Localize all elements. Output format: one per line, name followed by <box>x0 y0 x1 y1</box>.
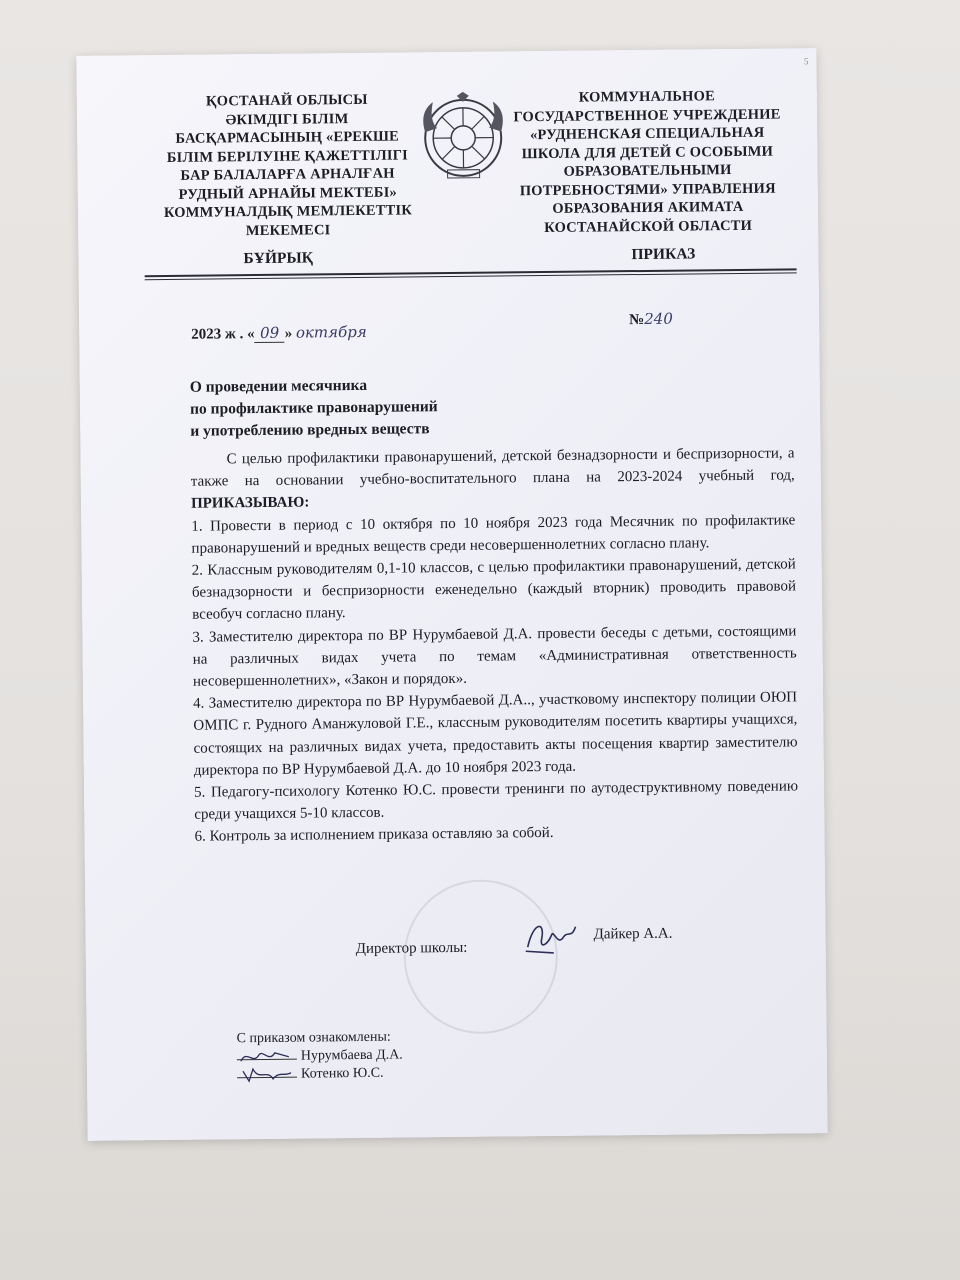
handwritten-signature-icon <box>523 917 579 958</box>
header-ru-line: ОБРАЗОВАТЕЛЬНЫМИ <box>563 162 732 180</box>
header-kz-line: РУДНЫЙ АРНАЙЫ МЕКТЕБІ» <box>178 184 398 203</box>
order-item: 5. Педагогу-психологу Котенко Ю.С. провести тренинги по аутодеструктивному поведению среди учащихся 5-10 классов. <box>193 778 799 823</box>
ack-signature-line <box>237 1059 297 1061</box>
order-item: 1. Провести в период с 10 октября по 10 ноября 2023 года Месячник по профилактике правонарушений и вредных веществ среди несовершеннолетних согласно плану. <box>191 512 796 557</box>
order-item: 4. Заместителю директора по ВР Нурумбаевой Д.А.., участковому инспектору полиции ОЮП ОМПС г. Рудного Аманжуловой Г.Е., классным руководителям посетить квартиры учащихся, состоящих на различных видах учета, предоставить акты посещения квартир заместителю директора по ВР Нурумбаевой Д.А. до 10 ноября 2023 года. <box>193 689 798 779</box>
header-ru-line: ОБРАЗОВАНИЯ АКИМАТА <box>552 198 744 217</box>
signature-name: Дайкер А.А. <box>593 925 673 943</box>
signature-title: Директор школы: <box>355 939 468 958</box>
header-kz-line: ӘКІМДІГІ БІЛІМ <box>225 110 349 128</box>
date-close: » <box>284 325 293 342</box>
header-ru-line: ШКОЛА ДЛЯ ДЕТЕЙ С ОСОБЫМИ <box>521 143 774 162</box>
header-ru-line: КОММУНАЛЬНОЕ <box>578 88 715 106</box>
acknowledgement-block <box>237 1029 404 1085</box>
order-date <box>191 323 367 344</box>
header-kz-line: МЕКЕМЕСІ <box>245 221 331 239</box>
header-ru-line: «РУДНЕНСКАЯ СПЕЦИАЛЬНАЯ <box>529 124 765 144</box>
ack-title: С приказом ознакомлены: <box>236 1029 391 1047</box>
number-prefix: № <box>629 311 645 329</box>
header-kz-line: КОММУНАЛДЫҚ МЕМЛЕКЕТТІК <box>163 202 413 221</box>
page-corner-mark: 5 <box>803 56 809 67</box>
doc-type-kz: БҰЙРЫҚ <box>243 249 313 268</box>
subject-line: и употреблению вредных веществ <box>190 420 430 440</box>
order-item: 2. Классным руководителям 0,1-10 классов, с целью профилактики правонарушений, детской безнадзорности и беспризорности еженедельно (каждый вторник) проводить правовой всеобуч согласно плану. <box>191 556 797 624</box>
ack-row <box>237 1065 403 1085</box>
ack-name: Нурумбаева Д.А. <box>300 1047 403 1064</box>
header-ru-line: КОСТАНАЙСКОЙ ОБЛАСТИ <box>544 217 753 236</box>
header-kz-line: БІЛІМ БЕРІЛУІНЕ ҚАЖЕТТІЛІГІ <box>166 146 409 166</box>
ack-row <box>237 1047 403 1067</box>
date-prefix: 2023 ж . « <box>191 326 255 343</box>
header-kz-line: БАСҚАРМАСЫНЫҢ «ЕРЕКШЕ <box>175 128 400 147</box>
order-item: 6. Контроль за исполнением приказа оставляю за собой. <box>194 825 554 846</box>
ack-name: Котенко Ю.С. <box>300 1065 384 1082</box>
handwritten-initials-icon <box>239 1065 295 1086</box>
state-emblem-icon <box>417 91 510 182</box>
header-institution-kz <box>137 90 439 241</box>
header-institution-ru <box>497 86 799 237</box>
header-kz-line: БАР БАЛАЛАРҒА АРНАЛҒАН <box>180 165 395 184</box>
subject-line: О проведении месячника <box>189 376 368 396</box>
order-item: 3. Заместителю директора по ВР Нурумбаевой Д.А. провести беседы с детьми, состоящими на различных видах учета по темам «Административная ответственность несовершеннолетних», «Закон и порядок». <box>192 623 797 690</box>
date-month: октября <box>295 322 367 342</box>
ack-signature-line <box>237 1077 297 1079</box>
header-ru-line: ПОТРЕБНОСТЯМИ» УПРАВЛЕНИЯ <box>519 180 776 199</box>
order-intro <box>190 442 795 515</box>
doc-type-ru: ПРИКАЗ <box>631 245 696 264</box>
order-body <box>190 442 798 848</box>
intro-text: С целью профилактики правонарушений, детской безнадзорности и беспризорности, а также на основании учебно-воспитательного плана на 2023-2024 учебный год, <box>190 445 795 490</box>
order-subject <box>190 374 438 443</box>
document-sheet <box>76 48 827 1141</box>
subject-line: по профилактике правонарушений <box>189 398 438 418</box>
date-day: 09 <box>255 324 285 343</box>
number-value: 240 <box>644 309 673 328</box>
order-word: ПРИКАЗЫВАЮ: <box>190 494 310 513</box>
header-kz-line: ҚОСТАНАЙ ОБЛЫСЫ <box>205 91 368 110</box>
order-number <box>629 310 673 329</box>
header-ru-line: ГОСУДАРСТВЕННОЕ УЧРЕЖДЕНИЕ <box>513 106 781 125</box>
